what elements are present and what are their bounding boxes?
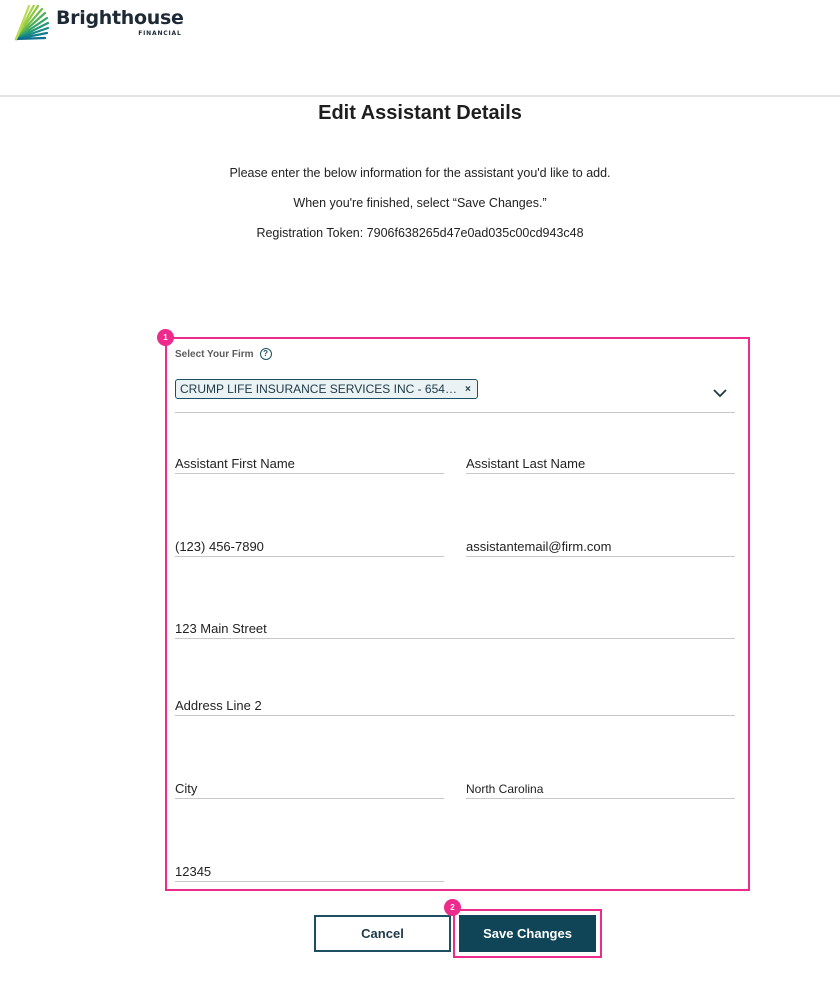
address-line1-field[interactable]: 123 Main Street — [175, 617, 735, 639]
firm-label — [175, 348, 272, 360]
city-field[interactable]: City — [175, 777, 444, 799]
intro-text: Please enter the below information for the assistant you'd like to add. — [229, 166, 611, 180]
firm-select[interactable] — [175, 376, 735, 413]
first-name-field[interactable]: Assistant First Name — [175, 452, 444, 474]
page-title: Edit Assistant Details — [318, 102, 522, 124]
email-field[interactable]: assistantemail@firm.com — [466, 535, 735, 557]
firm-chip[interactable] — [175, 379, 478, 399]
state-select[interactable]: North Carolina — [466, 777, 735, 799]
annotation-badge-1: 1 — [157, 329, 174, 346]
page-header — [0, 0, 840, 97]
chip-remove-icon[interactable]: × — [464, 383, 471, 395]
firm-chip-label: CRUMP LIFE INSURANCE SERVICES INC - 654… — [180, 382, 457, 396]
annotation-badge-2: 2 — [444, 899, 461, 916]
firm-label-text: Select Your Firm — [175, 348, 254, 360]
last-name-field[interactable]: Assistant Last Name — [466, 452, 735, 474]
zip-field[interactable]: 12345 — [175, 860, 444, 882]
save-changes-button[interactable]: Save Changes — [459, 915, 596, 952]
chevron-down-icon[interactable] — [713, 389, 727, 398]
brighthouse-fan-icon — [14, 5, 50, 41]
help-icon[interactable]: ? — [260, 348, 272, 360]
phone-field[interactable]: (123) 456-7890 — [175, 535, 444, 557]
address-line2-field[interactable]: Address Line 2 — [175, 694, 735, 716]
instruction-text: When you're finished, select “Save Changes.” — [293, 196, 547, 210]
registration-token: Registration Token: 7906f638265d47e0ad035c00cd943c48 — [256, 226, 584, 240]
brand-name: Brighthouse — [56, 7, 184, 29]
brand-subtitle: FINANCIAL — [138, 30, 182, 37]
cancel-button[interactable]: Cancel — [314, 915, 451, 952]
form-highlight — [165, 337, 750, 891]
brighthouse-logo[interactable] — [14, 5, 184, 41]
